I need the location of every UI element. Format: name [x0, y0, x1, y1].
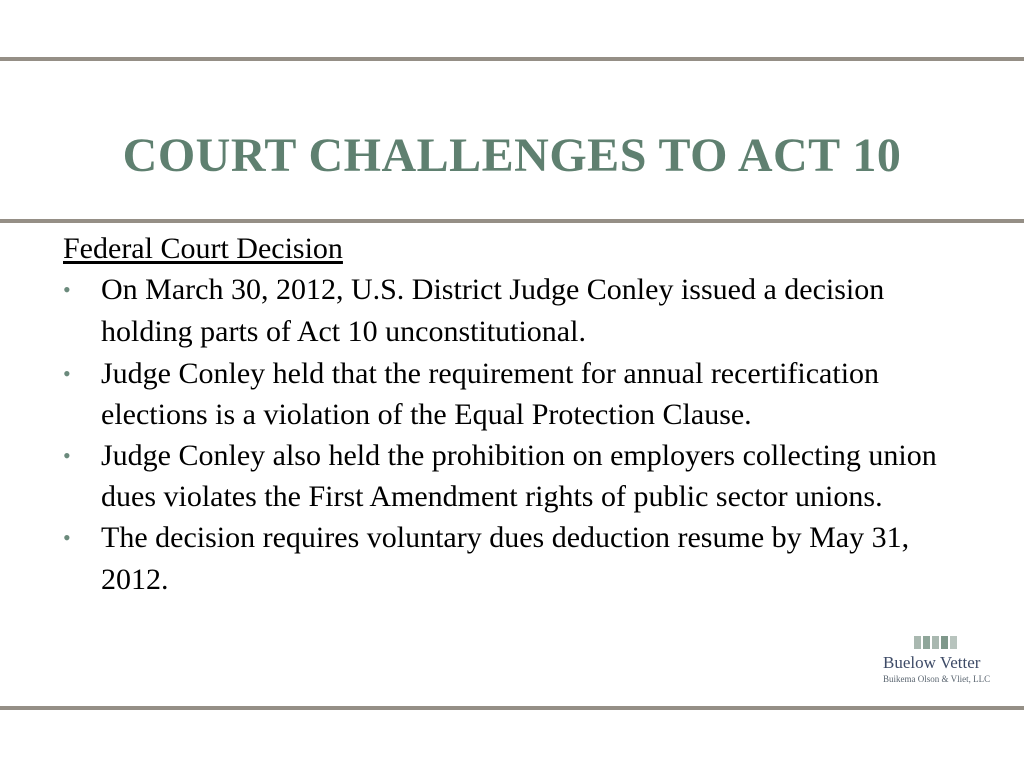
- bullet-text: Judge Conley held that the requirement for annual recertification elections is a violation of the Equal Protection Clause.: [101, 357, 880, 431]
- logo-name: Buelow Vetter: [883, 653, 981, 672]
- bullet-text: On March 30, 2012, U.S. District Judge Conley issued a decision holding parts of Act 10 unconstitutional.: [101, 273, 885, 348]
- bullet-text: Judge Conley also held the prohibition on employers collecting union dues violates the First Amendment rights of public sector unions.: [101, 439, 937, 513]
- logo-bars-icon: [914, 636, 959, 649]
- section-heading: Federal Court Decision: [63, 232, 343, 265]
- bullet-icon: •: [63, 361, 71, 386]
- slide-body: [63, 229, 963, 601]
- slide-title: COURT CHALLENGES TO ACT 10: [122, 129, 902, 182]
- bottom-divider: [0, 706, 1024, 710]
- bullet-icon: •: [63, 525, 71, 550]
- top-divider: [0, 57, 1024, 61]
- bullet-text: The decision requires voluntary dues deduction resume by May 31, 2012.: [101, 521, 910, 596]
- logo-subtitle: Buikema Olson & Vliet, LLC: [883, 674, 991, 684]
- bullet-item: [63, 269, 963, 353]
- bullet-item: [63, 435, 963, 517]
- logo-bar: [941, 636, 948, 649]
- firm-logo: [880, 636, 1000, 688]
- bullet-item: [63, 353, 963, 435]
- logo-bar: [914, 636, 921, 649]
- logo-bar: [932, 636, 939, 649]
- bullet-item: [63, 517, 963, 601]
- logo-bar: [923, 636, 930, 649]
- bullet-icon: •: [63, 277, 71, 302]
- logo-bar: [950, 636, 957, 649]
- bullet-list: [63, 269, 963, 601]
- title-divider: [0, 219, 1024, 223]
- bullet-icon: •: [63, 443, 71, 468]
